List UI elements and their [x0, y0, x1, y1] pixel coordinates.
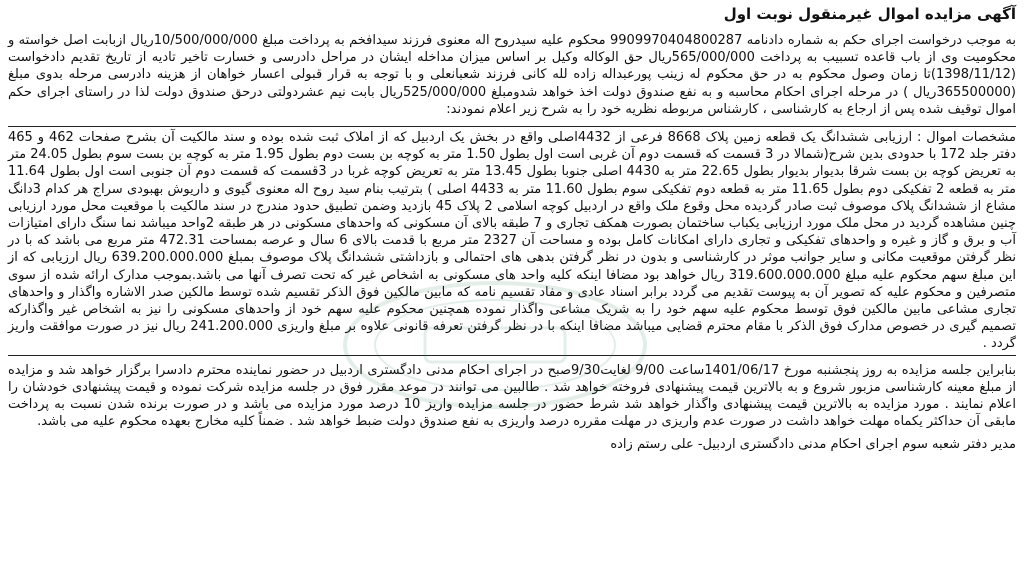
auction-session-paragraph: بنابراین جلسه مزایده به روز پنجشنبه مورخ 1401/06/17ساعت 9/00 لغایت9/30صبح در اجرای احکام مدنی دادگستری اردبیل در حضور نماینده محترم دادسرا برگزار خواهد شد و مزایده از مبلغ معینه کارشناسی مزبور شروع و به بالاترین قیمت پیشنهادی فروخته خواهد شد . طالبین می توانند در موعد مقرر فوق در جلسه مزایده شرکت نموده و قیمت پیشنهادی خودشان را اعلام نمایند . مورد مزایده به بالاترین قیمت پیشنهادی واگذار خواهد شد شرط حضور در جلسه مزایده واریز 10 درصد مورد مزایده می باشد و در صورت برنده شدن نسبت به پرداخت مابقی آن حداکثر یکماه مهلت خواهد داشت در صورت عدم واریزی در مهلت مقرره درصد واریزی به نفع صندوق دولت ضبط خواهد شد . ضمناً کلیه مخارج بعهده محکوم علیه می باشد.	[8, 362, 1016, 430]
signature-line: مدیر دفتر شعبه سوم اجرای احکام مدنی دادگستری اردبیل- علی رستم زاده	[610, 437, 1016, 453]
property-specs-paragraph: مشخصات اموال : ارزیابی ششدانگ یک قطعه زمین پلاک 8668 فرعی از 4432اصلی واقع در بخش یک اردبیل که از املاک ثبت شده بوده و سند مالکیت آن بشرح صفحات 462 و 465 دفتر جلد 172 با حدودی بدین شرح(شمالا در 3 قسمت که قسمت دوم آن غربی است اول بطول 1.50 متر به کوچه بن بست دوم بطول 1.95 متر به کوچه بن بست سوم بطول 24.05 متر به تعریض کوچه بن بست شرقا بدیوار بدیوار بطول 22.65 متر به 4430 اصلی جنوبا بطول 13.45 متر به تعریض کوچه غربا در 3قسمت که قسمت دوم آن جنوبی است اول بطول 11.64 متر به قطعه 2 تفکیکی دوم بطول 11.65 متر به قطعه دوم تفکیکی سوم بطول 11.60 متر به 4433 اصلی ) بترتیب بنام سید روح اله معنوی گیوی و داریوش بهبودی سراج هر کدام 3دانگ مشاع از ششدانگ پلاک موصوف ثبت صادر گردیده محل وقوع ملک واقع در اردبیل کوچه اسلامی 2 پلاک 45 بازدید وضمن تطبیق حدود مندرج در سند مالکیت با موقعیت محل مورد ارزیابی چنین مشاهده گردید در محل ملک مورد ارزیابی یکباب ساختمان بصورت همکف تجاری و 7 طبقه بالای آن مسکونی که واحدهای مسکونی در هر طبقه 2واحد میباشد نما سنگ دارای امتیازات آب و برق و گاز و غیره و واحدهای تفکیکی و تجاری دارای امکانات کامل بوده و مساحت آن 2327 متر مربع با قدمت بالای 6 سال و عرصه بمساحت 472.31 متر مربع می باشد که با در نظر گرفتن موقعیت مکانی و سایر جوانب موثر در کارشناسی و بدون در نظر گرفتن بدهی های احتمالی و بازداشتی ششدانگ پلاک موصوف بمبلغ 639.200.000.000 ریال ارزیابی که از این مبلغ سهم محکوم علیه مبلغ 319.600.000.000 ریال خواهد بود مضافا اینکه کلیه واحد های مسکونی به اشخاص غیر که تحت تصرف آنها می باشد.بموجب مدارک ارائه شده از سوی متصرفین و محکوم علیه که تصویر آن به پیوست تقدیم می گردد برابر اسناد عادی و مفاد تقسیم نامه که مابین مالکین فوق الذکر تقسیم شده توسط مالکین صدر الاشاره واگذار و واحدهای تجاری مشاعی مابین مالکین فوق توسط محکوم علیه سهم خود را به شریک مشاعی واگذار نموده همچنین محکوم علیه سهم خود از واحدهای مسکونی را نیز به اشخاص غیر واگذارکه تصمیم گیری در خصوص مدارک فوق الذکر با مقام محترم قضایی میباشد مضافا اینکه با در نظر گرفتن تعرفه قانونی علاوه بر مبلغ واریزی 241.200.000 ریال نیز در صورت موافقت واریز گردد .	[8, 126, 1016, 356]
notice-title: آگهی مزایده اموال غیرمنقول نوبت اول	[723, 5, 1016, 23]
auction-notice	[8, 4, 1016, 584]
execution-paragraph: به موجب درخواست اجرای حکم به شماره دادنامه 9909970404800287 محکوم علیه سیدروح اله معنوی فرزند سیدافخم به پرداخت مبلغ 10/500/000/000ریال ازبابت اصل خواسته و محکومیت وی از باب قاعده تسبیب به پرداخت 565/000/000ریال حق الوکاله وکیل بر اساس میزان مداخله ایشان در مراحل دادرسی و خسارت تاخیر تادیه از تاریخ تقدیم دادخواست (1398/11/12)تا زمان وصول محکوم به در حق محکوم له زینب پورعبداله زاده لله کانی فرزند شعبانعلی و با توجه به قرار قبولی اعسار خواهان از هزینه دادرسی مرحله بدوی مبلغ (365500000ریال ) در مرحله اجرای احکام محاسبه و به نفع صندوق دولت اخذ خواهد شدومبلغ 525/000/000ریال بابت نیم عشردولتی درحق صندوق دولت لذا در راستای اجرای حکم اموال توقیف شده پس از ارجاع به کارشناسی ، کارشناس مربوطه نظریه خود را به شرح زیر اعلام نمودند:	[8, 33, 1016, 117]
